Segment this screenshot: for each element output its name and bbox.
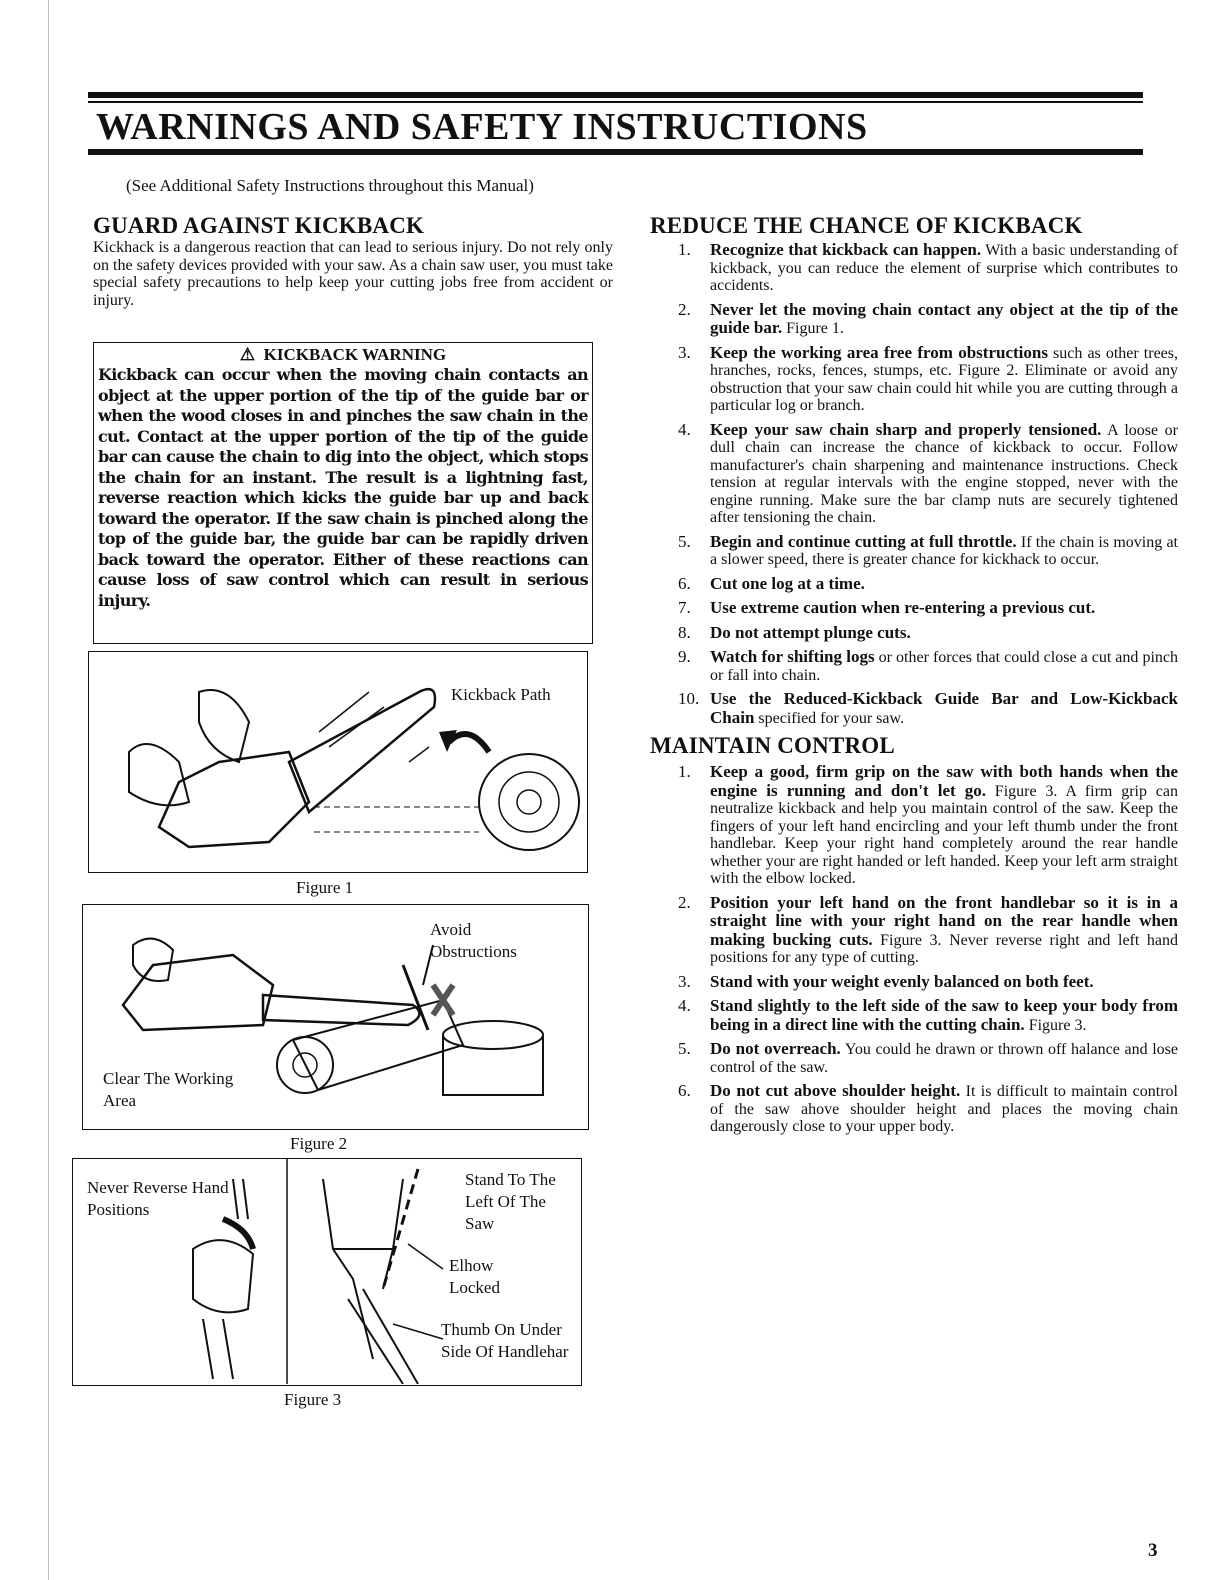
item-bold-lead: Recognize that kickback can happen. [710,240,982,259]
fig1-label: Kickback Path [451,685,551,704]
item-text: If the chain is moving at a slower speed, there is greater chance for kickhack to occur. [710,533,1179,568]
item-bold-lead: Stand with your weight evenly balanced on both feet. [710,971,1094,991]
item-number: 3. [678,342,691,362]
item-text: A loose or dull chain can increase the chance of kickback to occur. Follow manufacturer's chain sharpening and maintenance instructions. Check tension at regular intervals with the engine stopped, never with the engine running. Make sure the bar clamp nuts are securely tightened after tensioning the chain. [710,421,1178,526]
item-number: 6. [678,573,691,593]
item-text: or other forces that could close a cut and pinch or fall into chain. [710,649,1178,684]
list-item [650,763,1178,888]
list-item [650,624,1178,643]
left-column [93,213,613,309]
list-item [650,344,1178,415]
fig1-caption: Figure 1 [296,878,354,897]
figure-3 [72,1158,582,1386]
item-number: 7. [678,598,691,617]
item-bold-lead: Begin and continue cutting at full throttle. [710,531,1017,551]
warning-body: Kickback can occur when the moving chain contacts an object at the upper portion of the tip of the guide bar or when the wood closes in and pinches the saw chain in the cut. Contact at the upper portion of the tip of the guide bar can cause the chain to dig into the object, which stops the chain for an instant. The result is a lightning fast, reverse reaction which kicks the guide bar up and back toward the operator. If the saw chain is pinched along the top of the guide bar, the guide bar can be rapidly driven back toward the operator. Either of these reactions can cause loss of saw control which can result in serious injury. [98,365,588,610]
right-column [650,213,1178,1142]
item-bold-lead: Cut one log at a time. [710,573,865,593]
list-item [650,599,1178,618]
item-text: specified for your saw. [754,709,904,727]
guard-intro: Kickhack is a dangerous reaction that can lead to serious injury. Do not rely only on the safety devices provided with your saw. As a chain saw user, you must take special safety precautions to help keep your cutting jobs free from accident or injury. [93,239,613,309]
item-number: 10. [678,689,700,708]
list-item [650,894,1178,967]
item-bold-lead: Stand slightly to the left side of the saw to keep your body from being in a direct line with the cutting chain. [710,996,1178,1034]
item-bold-lead: Do not attempt plunge cuts. [710,622,911,642]
figure-2 [82,904,589,1130]
fig2-label-working-area: Clear The Working Area [103,1069,234,1110]
list-item [650,533,1178,569]
list-item [650,648,1178,684]
item-number: 5. [678,1039,691,1058]
item-bold-lead: Do not cut above shoulder height. [710,1081,961,1100]
warning-title [98,345,588,365]
list-item [650,241,1178,295]
page-margin-line [48,0,49,1580]
page-title: WARNINGS AND SAFETY INSTRUCTIONS [96,106,868,148]
item-bold-lead: Use extreme caution when re-entering a previous cut. [710,598,1096,617]
list-item [650,690,1178,727]
maintain-heading: MAINTAIN CONTROL [650,733,895,758]
item-number: 6. [678,1081,691,1100]
item-number: 1. [678,762,691,781]
item-number: 2. [678,892,691,912]
item-text: Figure 1. [782,320,844,337]
item-text: Figure 3. A firm grip can neutralize kickback and help you maintain control of the saw. Keep the fingers of your left hand encircling and your left thumb under the front handlebar. Keep your right hand completely around the rear handle whether your are right handed or left handed. Keep your left arm straight with the elbow locked. [710,782,1178,887]
fig2-label-obstructions: Avoid Obstructions [430,920,517,961]
warning-triangle-icon: ⚠ [239,345,256,364]
item-number: 4. [678,996,691,1015]
item-text: such as other trees, hranches, rocks, fences, stumps, etc. Figure 2. Eliminate or avoid any obstruction that your saw chain could hit while you are cutting through a particular log or branch. [710,344,1179,414]
item-bold-lead: Keep the working area free from obstructions [710,342,1048,362]
list-item [650,421,1178,527]
item-number: 1. [678,240,691,259]
fig3-label-never-reverse: Never Reverse Hand Positions [87,1178,229,1219]
item-bold-lead: Do not overreach. [710,1039,841,1058]
list-item [650,575,1178,594]
figure-1 [88,651,588,873]
item-number: 4. [678,419,691,439]
item-bold-lead: Keep a good, firm grip on the saw with both hands when the engine is running and don't let go. [710,762,1178,800]
kickback-warning-box [93,342,593,644]
page-subtitle: (See Additional Safety Instructions throughout this Manual) [126,176,534,195]
item-text: You could he drawn or thrown off halance and lose control of the saw. [710,1041,1178,1076]
item-number: 2. [678,299,691,319]
list-item [650,973,1178,992]
fig3-caption: Figure 3 [284,1390,342,1409]
reduce-kickback-list [650,241,1178,727]
item-number: 5. [678,531,691,551]
guard-heading: GUARD AGAINST KICKBACK [93,213,425,238]
fig2-caption: Figure 2 [290,1134,348,1153]
title-rule-top-thin [88,101,1143,103]
item-number: 9. [678,647,691,666]
item-text: With a basic understanding of kickback, you can reduce the element of surprise which contributes to accidents. [710,242,1178,294]
reduce-heading: REDUCE THE CHANCE OF KICKBACK [650,213,1083,238]
item-text: Figure 3. [1024,1016,1087,1034]
item-number: 3. [678,971,691,991]
list-item [650,301,1178,338]
page-number: 3 [1148,1540,1158,1561]
item-bold-lead: Never let the moving chain contact any object at the tip of the guide bar. [710,299,1178,337]
item-text: Figure 3. Never reverse right and left hand positions for any type of cutting. [710,931,1178,966]
item-bold-lead: Position your left hand on the front handlebar so it is in a straight line with your right hand on the rear handle when making bucking cuts. [710,892,1178,949]
item-bold-lead: Watch for shifting logs [710,647,875,666]
warning-title-text: KICKBACK WARNING [263,345,447,364]
maintain-control-list [650,763,1178,1136]
item-bold-lead: Use the Reduced-Kickback Guide Bar and Low-Kickback Chain [710,689,1178,727]
item-text: It is difficult to maintain control of the saw ahove shoulder height and places the moving chain dangerously close to your upper body. [710,1083,1178,1135]
item-number: 8. [678,622,691,642]
title-rule-top [88,92,1143,98]
fig3-label-stand-left: Stand To The Left Of The Saw [465,1170,556,1233]
list-item [650,1082,1178,1136]
title-rule-bottom [88,149,1143,155]
fig3-label-thumb: Thumb On Under Side Of Handlehar [441,1320,569,1361]
list-item [650,1040,1178,1076]
fig3-label-elbow: Elhow Locked [449,1256,500,1297]
item-bold-lead: Keep your saw chain sharp and properly tensioned. [710,419,1102,439]
list-item [650,997,1178,1034]
